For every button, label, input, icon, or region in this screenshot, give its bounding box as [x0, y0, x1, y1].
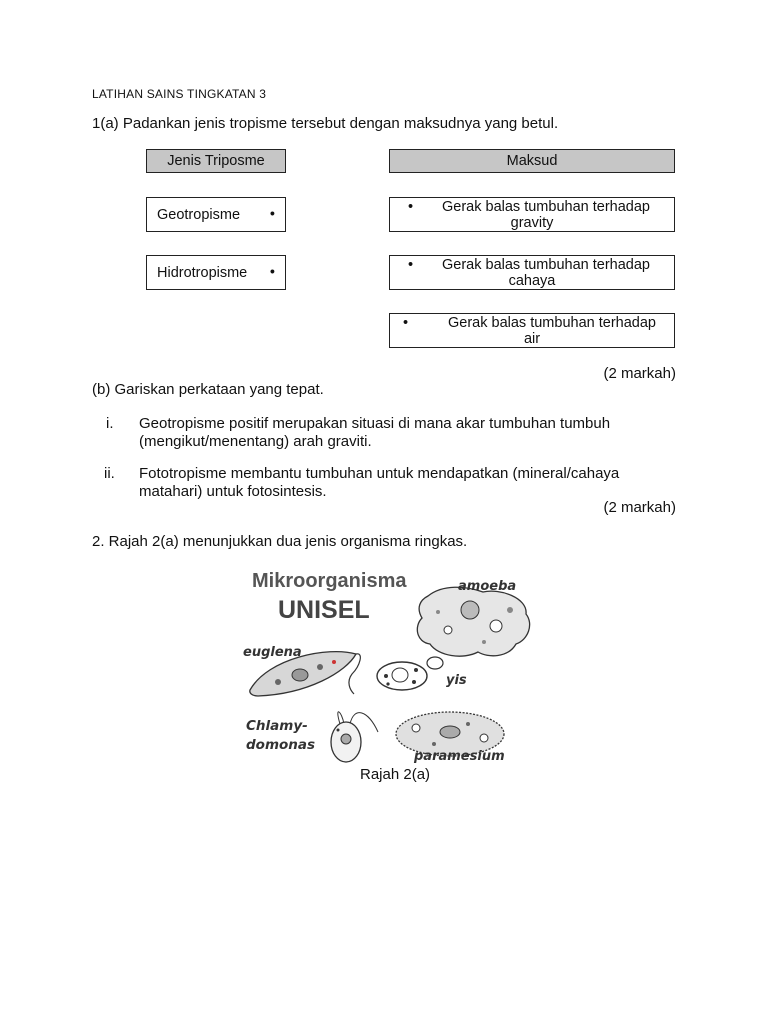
item-line: Fototropisme membantu tumbuhan untuk mendapatkan (mineral/cahaya — [139, 465, 620, 482]
right-item-line2: cahaya — [508, 273, 556, 289]
right-item-line1: Gerak balas tumbuhan terhadap — [442, 257, 650, 273]
marks-1b: (2 markah) — [603, 499, 676, 516]
item-line: Geotropisme positif merupakan situasi di mana akar tumbuhan tumbuh — [139, 415, 611, 432]
match-dot[interactable]: • — [269, 264, 275, 281]
left-item-geotropisme[interactable] — [146, 197, 286, 232]
item-number: i. — [106, 415, 114, 432]
left-column-header — [146, 149, 286, 173]
label-paramesium: paramesium — [414, 749, 505, 764]
left-column-header-label: Jenis Triposme — [167, 153, 265, 169]
label-chlamydomonas-2: domonas — [246, 737, 316, 753]
right-item-gravity[interactable] — [389, 197, 675, 232]
right-item-air[interactable] — [389, 313, 675, 348]
label-euglena: euglena — [243, 645, 302, 660]
chlamydomonas-illustration — [331, 712, 378, 762]
label-yis: yis — [446, 673, 467, 688]
left-item-hidrotropisme[interactable] — [146, 255, 286, 290]
match-bullet[interactable]: • — [403, 315, 409, 331]
left-item-label: Hidrotropisme — [157, 264, 248, 281]
figure-title-2: UNISEL — [278, 596, 370, 624]
right-item-line1: Gerak balas tumbuhan terhadap — [448, 315, 656, 331]
item-line: (mengikut/menentang) arah graviti. — [139, 433, 372, 450]
right-item-line1: Gerak balas tumbuhan terhadap — [442, 199, 650, 215]
question-1b-text: (b) Gariskan perkataan yang tepat. — [92, 381, 324, 398]
label-amoeba: amoeba — [458, 579, 517, 594]
item-text — [139, 465, 619, 501]
match-dot[interactable]: • — [269, 206, 275, 223]
question-1a-text: 1(a) Padankan jenis tropisme tersebut dengan maksudnya yang betul. — [92, 115, 559, 132]
item-text — [139, 415, 610, 451]
item-line: matahari) untuk fotosintesis. — [139, 483, 327, 500]
right-item-cahaya[interactable] — [389, 255, 675, 290]
amoeba-illustration — [417, 587, 529, 656]
match-bullet[interactable]: • — [408, 199, 414, 215]
worksheet-header: LATIHAN SAINS TINGKATAN 3 — [92, 87, 267, 101]
right-item-line2: gravity — [510, 215, 554, 231]
right-item-line2: air — [523, 331, 541, 347]
left-item-label: Geotropisme — [157, 206, 241, 223]
figure-caption: Rajah 2(a) — [360, 766, 431, 783]
label-chlamydomonas-1: Chlamy- — [246, 718, 308, 734]
microorganism-figure — [238, 562, 538, 767]
marks-1a: (2 markah) — [603, 365, 676, 382]
figure-title-1: Mikroorganisma — [252, 570, 407, 592]
yeast-illustration — [377, 657, 443, 690]
question-2-text: 2. Rajah 2(a) menunjukkan dua jenis organisma ringkas. — [92, 533, 468, 550]
item-number: ii. — [104, 465, 115, 482]
right-column-header-label: Maksud — [506, 153, 558, 169]
match-bullet[interactable]: • — [408, 257, 414, 273]
right-column-header — [389, 149, 675, 173]
